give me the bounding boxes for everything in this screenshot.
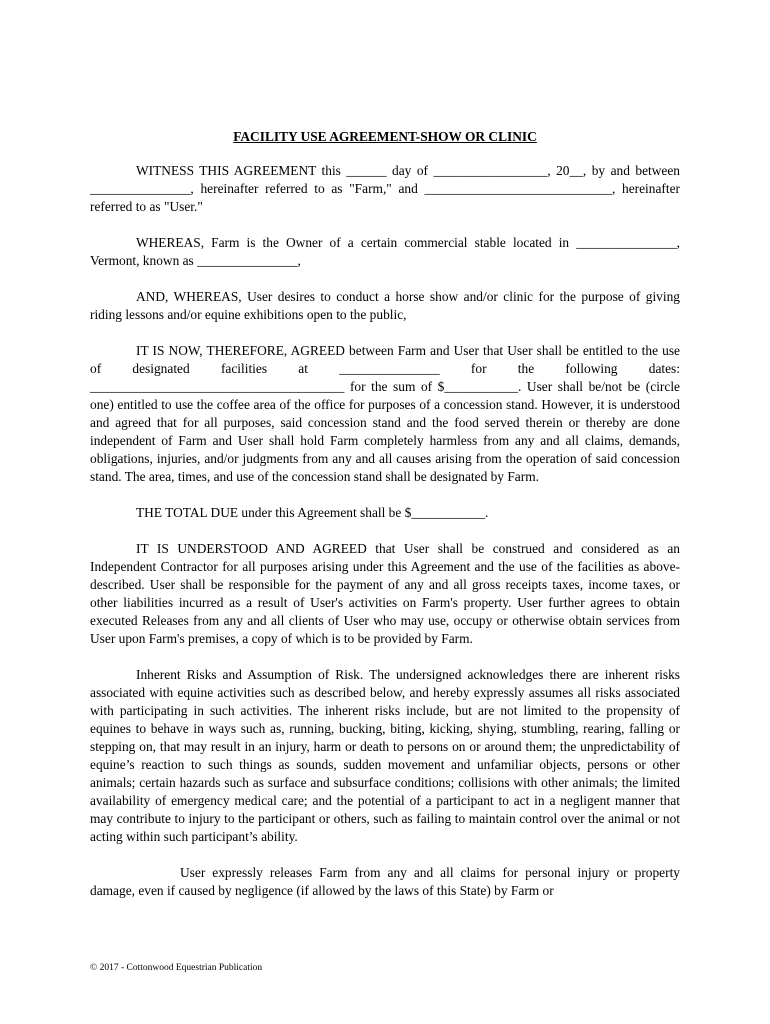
and-whereas-paragraph: AND, WHEREAS, User desires to conduct a horse show and/or clinic for the purpose of giving riding lessons and/or equine exhibitions open to the public, <box>90 289 680 322</box>
inherent-risks-paragraph: Inherent Risks and Assumption of Risk. The undersigned acknowledges there are inherent risks associated with equine activities such as described below, and hereby expressly assumes all risks associated with participating in such activities. The inherent risks include, but are not limited to the propensity of equines to behave in ways such as, running, bucking, biting, kicking, shying, stumbling, rearing, falling or stepping on, that may result in an injury, harm or death to persons on or around them; the unpredictability of equine’s reaction to such things as sounds, sudden movement and unfamiliar objects, persons or other animals; certain hazards such as surface and subsurface conditions; collisions with other animals; the limited availability of emergency medical care; and the potential of a participant to act in a negligent manner that may contribute to injury to the participant or others, such as failing to maintain control over the animal or not acting within such participant’s ability. <box>90 667 680 844</box>
understood-paragraph: IT IS UNDERSTOOD AND AGREED that User shall be construed and considered as an Independent Contractor for all purposes arising under this Agreement and the use of the facilities as above-described. User shall be responsible for the payment of any and all gross receipts taxes, income taxes, or other liabilities incurred as a result of User's activities on Farm's property. User further agrees to obtain executed Releases from any and all clients of User who may use, occupy or otherwise obtain services from User upon Farm's premises, a copy of which is to be provided by Farm. <box>90 541 680 646</box>
whereas-paragraph: WHEREAS, Farm is the Owner of a certain commercial stable located in _______________, Vermont, known as _______________, <box>90 235 680 268</box>
document-page <box>90 124 680 918</box>
document-title: FACILITY USE AGREEMENT-SHOW OR CLINIC <box>233 129 537 144</box>
release-paragraph: User expressly releases Farm from any and all claims for personal injury or property damage, even if caused by negligence (if allowed by the laws of this State) by Farm or <box>90 865 680 898</box>
agreed-paragraph: IT IS NOW, THEREFORE, AGREED between Farm and User that User shall be entitled to the use of designated facilities at _______________ for the following dates: ______________________________________ for the sum of $___________. User shall be/not be (circle one) entitled to use the coffee area of the office for purposes of a concession stand. However, it is understood and agreed that for all purposes, said concession stand and the food served therein or thereby are done independent of Farm and User shall hold Farm completely harmless from any and all claims, demands, obligations, injuries, and/or judgments from any and all causes arising from the operation of said concession stand. The area, times, and use of the concession stand shall be designated by Farm. <box>90 343 680 484</box>
total-due-paragraph: THE TOTAL DUE under this Agreement shall be $___________. <box>136 505 489 520</box>
witness-paragraph: WITNESS THIS AGREEMENT this ______ day of _________________, 20__, by and between _______________, hereinafter referred to as "Farm," and ____________________________, hereinafter referred to as "User." <box>90 163 680 214</box>
copyright-footer: © 2017 - Cottonwood Equestrian Publication <box>90 963 263 973</box>
